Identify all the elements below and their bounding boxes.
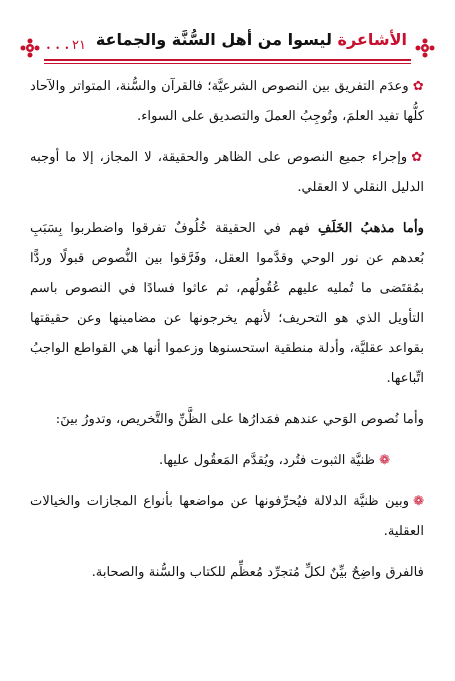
paragraph-6-text: وبين ظنيَّة الدلالة فيُحرِّفونها عن مواضعها بأنواع المجازات والخيالات العقلية.: [30, 494, 424, 539]
page-body: [30, 72, 424, 599]
paragraph-1: [30, 72, 424, 132]
paragraph-1-text: وعدَم التفريق بين النصوص الشرعيَّة؛ فالقرآن والسُّنة، المتواتر والآحاد كلُّها تفيد العلمَ، وتُوجِبُ العملَ والتصديق على السواء.: [30, 79, 424, 124]
paragraph-5-text: ظنيَّة الثبوت فتُرد، ويُقدَّم المَعقُول عليها.: [159, 453, 376, 468]
paragraph-3-text: فهم في الحقيقة خُلُوفٌ تفرقوا واضطربوا بِسَبَبِ بُعدهم عن نور الوحي وقدَّموا العقل، وفَرَّقوا بين النُّصوص قبولًا وردًّا بمُقتَضى ما تُمليه عليهم عُقُولُهم، ثم عاثوا فسادًا في النصوص باسم التأويل الذي هو التحريف؛ لأنهم يخرجونها عن مضامينها وعن حقيقتها بقواعد عقليَّة، وأدلة منطقية استحسنوها وزعموا أنها هي القواطع الواجبُ اتِّباعها.: [30, 221, 424, 386]
paragraph-7-text: فالفرق واضِحٌ بيِّنٌ لكلِّ مُتجرِّد مُعظِّم للكتاب والسُّنة والصحابة.: [91, 565, 424, 580]
header-rule: [44, 59, 411, 61]
page-header: [20, 30, 435, 64]
header-rule-thin: [44, 63, 411, 64]
paragraph-3: [30, 214, 424, 394]
running-title: [96, 30, 407, 49]
page-number: ٢١: [72, 38, 86, 53]
red-flower-icon: ✿: [411, 150, 424, 165]
paragraph-6: [30, 487, 424, 547]
paragraph-3-lead: وأما مذهبُ الخَلَفِ: [318, 221, 424, 236]
paragraph-4: [30, 405, 424, 435]
red-dot-bullet-icon: ❁: [413, 494, 424, 509]
paragraph-5: [30, 446, 424, 476]
header-dots: • • •: [46, 44, 71, 53]
paragraph-2: [30, 143, 424, 203]
rosette-ornament-icon: [415, 38, 435, 58]
running-title-main: الأشاعرة: [337, 30, 407, 49]
rosette-ornament-icon: [20, 38, 40, 58]
paragraph-7: [30, 558, 424, 588]
red-dot-bullet-icon: ❁: [379, 453, 390, 468]
running-title-rest: ليسوا من أهل السُّنَّة والجماعة: [95, 30, 338, 49]
paragraph-2-text: وإجراء جميع النصوص على الظاهر والحقيقة، لا المجاز، إلا ما أوجبه الدليل النقلي لا العقلي.: [30, 150, 424, 195]
red-flower-icon: ✿: [412, 79, 424, 94]
paragraph-4-text: وأما نُصوص الوَحي عندهم فمَدارُها على الظَّنِّ والتَّخريص، وتدورُ بينَ:: [55, 412, 424, 427]
